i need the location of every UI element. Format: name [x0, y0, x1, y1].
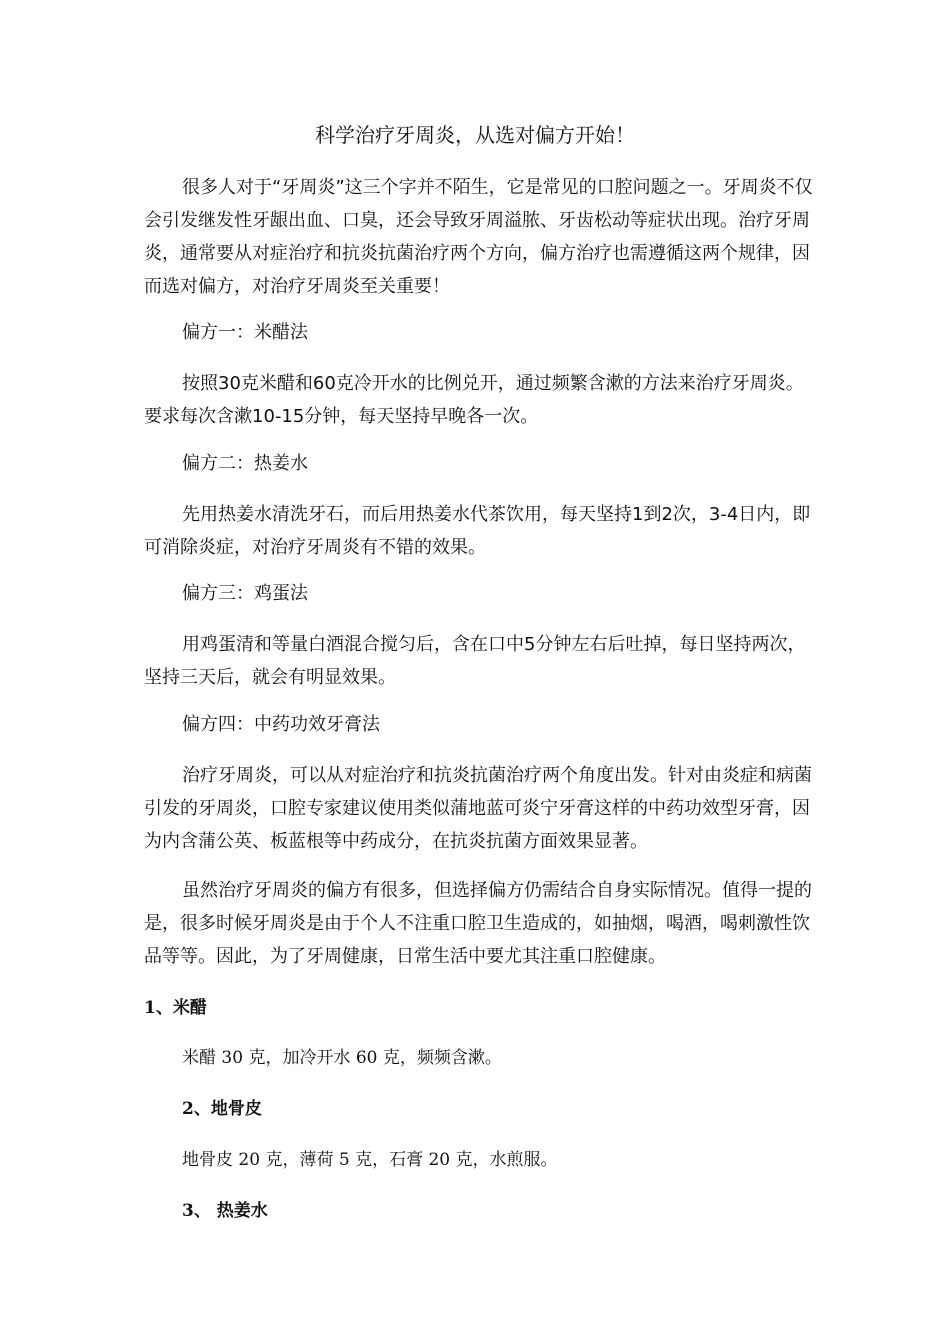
- list-item-2-heading: 2、地骨皮: [182, 1099, 262, 1119]
- remedy-2-text: 先用热姜水清洗牙石，而后用热姜水代茶饮用，每天坚持1到2次，3-4日内，即可消除炎症，对治疗牙周炎有不错的效果。: [144, 504, 811, 558]
- conclusion-paragraph: 虽然治疗牙周炎的偏方有很多，但选择偏方仍需结合自身实际情况。值得一提的是，很多时候牙周炎是由于个人不注重口腔卫生造成的，如抽烟，喝酒，喝刺激性饮品等等。因此，为了牙周健康，日常生活中要尤其注重口腔健康。: [144, 880, 812, 967]
- list-item-3-heading: 3、 热姜水: [182, 1201, 268, 1221]
- list-item-1-text: 米醋 30 克，加冷开水 60 克，频频含漱。: [182, 1048, 502, 1068]
- remedy-2-heading: 偏方二：热姜水: [182, 453, 308, 474]
- list-item-2-text: 地骨皮 20 克，薄荷 5 克，石膏 20 克，水煎服。: [182, 1150, 558, 1170]
- remedy-4-heading: 偏方四：中药功效牙膏法: [182, 714, 380, 735]
- remedy-3-heading: 偏方三：鸡蛋法: [182, 583, 308, 604]
- document-title: 科学治疗牙周炎，从选对偏方开始！: [315, 123, 635, 147]
- remedy-1-text: 按照30克米醋和60克冷开水的比例兑开，通过频繁含漱的方法来治疗牙周炎。要求每次含漱10-15分钟，每天坚持早晚各一次。: [144, 373, 804, 427]
- remedy-3-text: 用鸡蛋清和等量白酒混合搅匀后，含在口中5分钟左右后吐掉，每日坚持两次，坚持三天后，就会有明显效果。: [144, 634, 806, 688]
- remedy-4-text: 治疗牙周炎，可以从对症治疗和抗炎抗菌治疗两个角度出发。针对由炎症和病菌引发的牙周炎，口腔专家建议使用类似蒲地蓝可炎宁牙膏这样的中药功效型牙膏，因为内含蒲公英、板蓝根等中药成分，在抗炎抗菌方面效果显著。: [144, 765, 812, 852]
- list-item-1-heading: 1、米醋: [144, 998, 207, 1018]
- remedy-1-heading: 偏方一：米醋法: [182, 322, 308, 343]
- intro-paragraph: 很多人对于“牙周炎”这三个字并不陌生，它是常见的口腔问题之一。牙周炎不仅会引发继发性牙龈出血、口臭，还会导致牙周溢脓、牙齿松动等症状出现。治疗牙周炎，通常要从对症治疗和抗炎抗菌治疗两个方向，偏方治疗也需遵循这两个规律，因而选对偏方，对治疗牙周炎至关重要！: [144, 177, 813, 297]
